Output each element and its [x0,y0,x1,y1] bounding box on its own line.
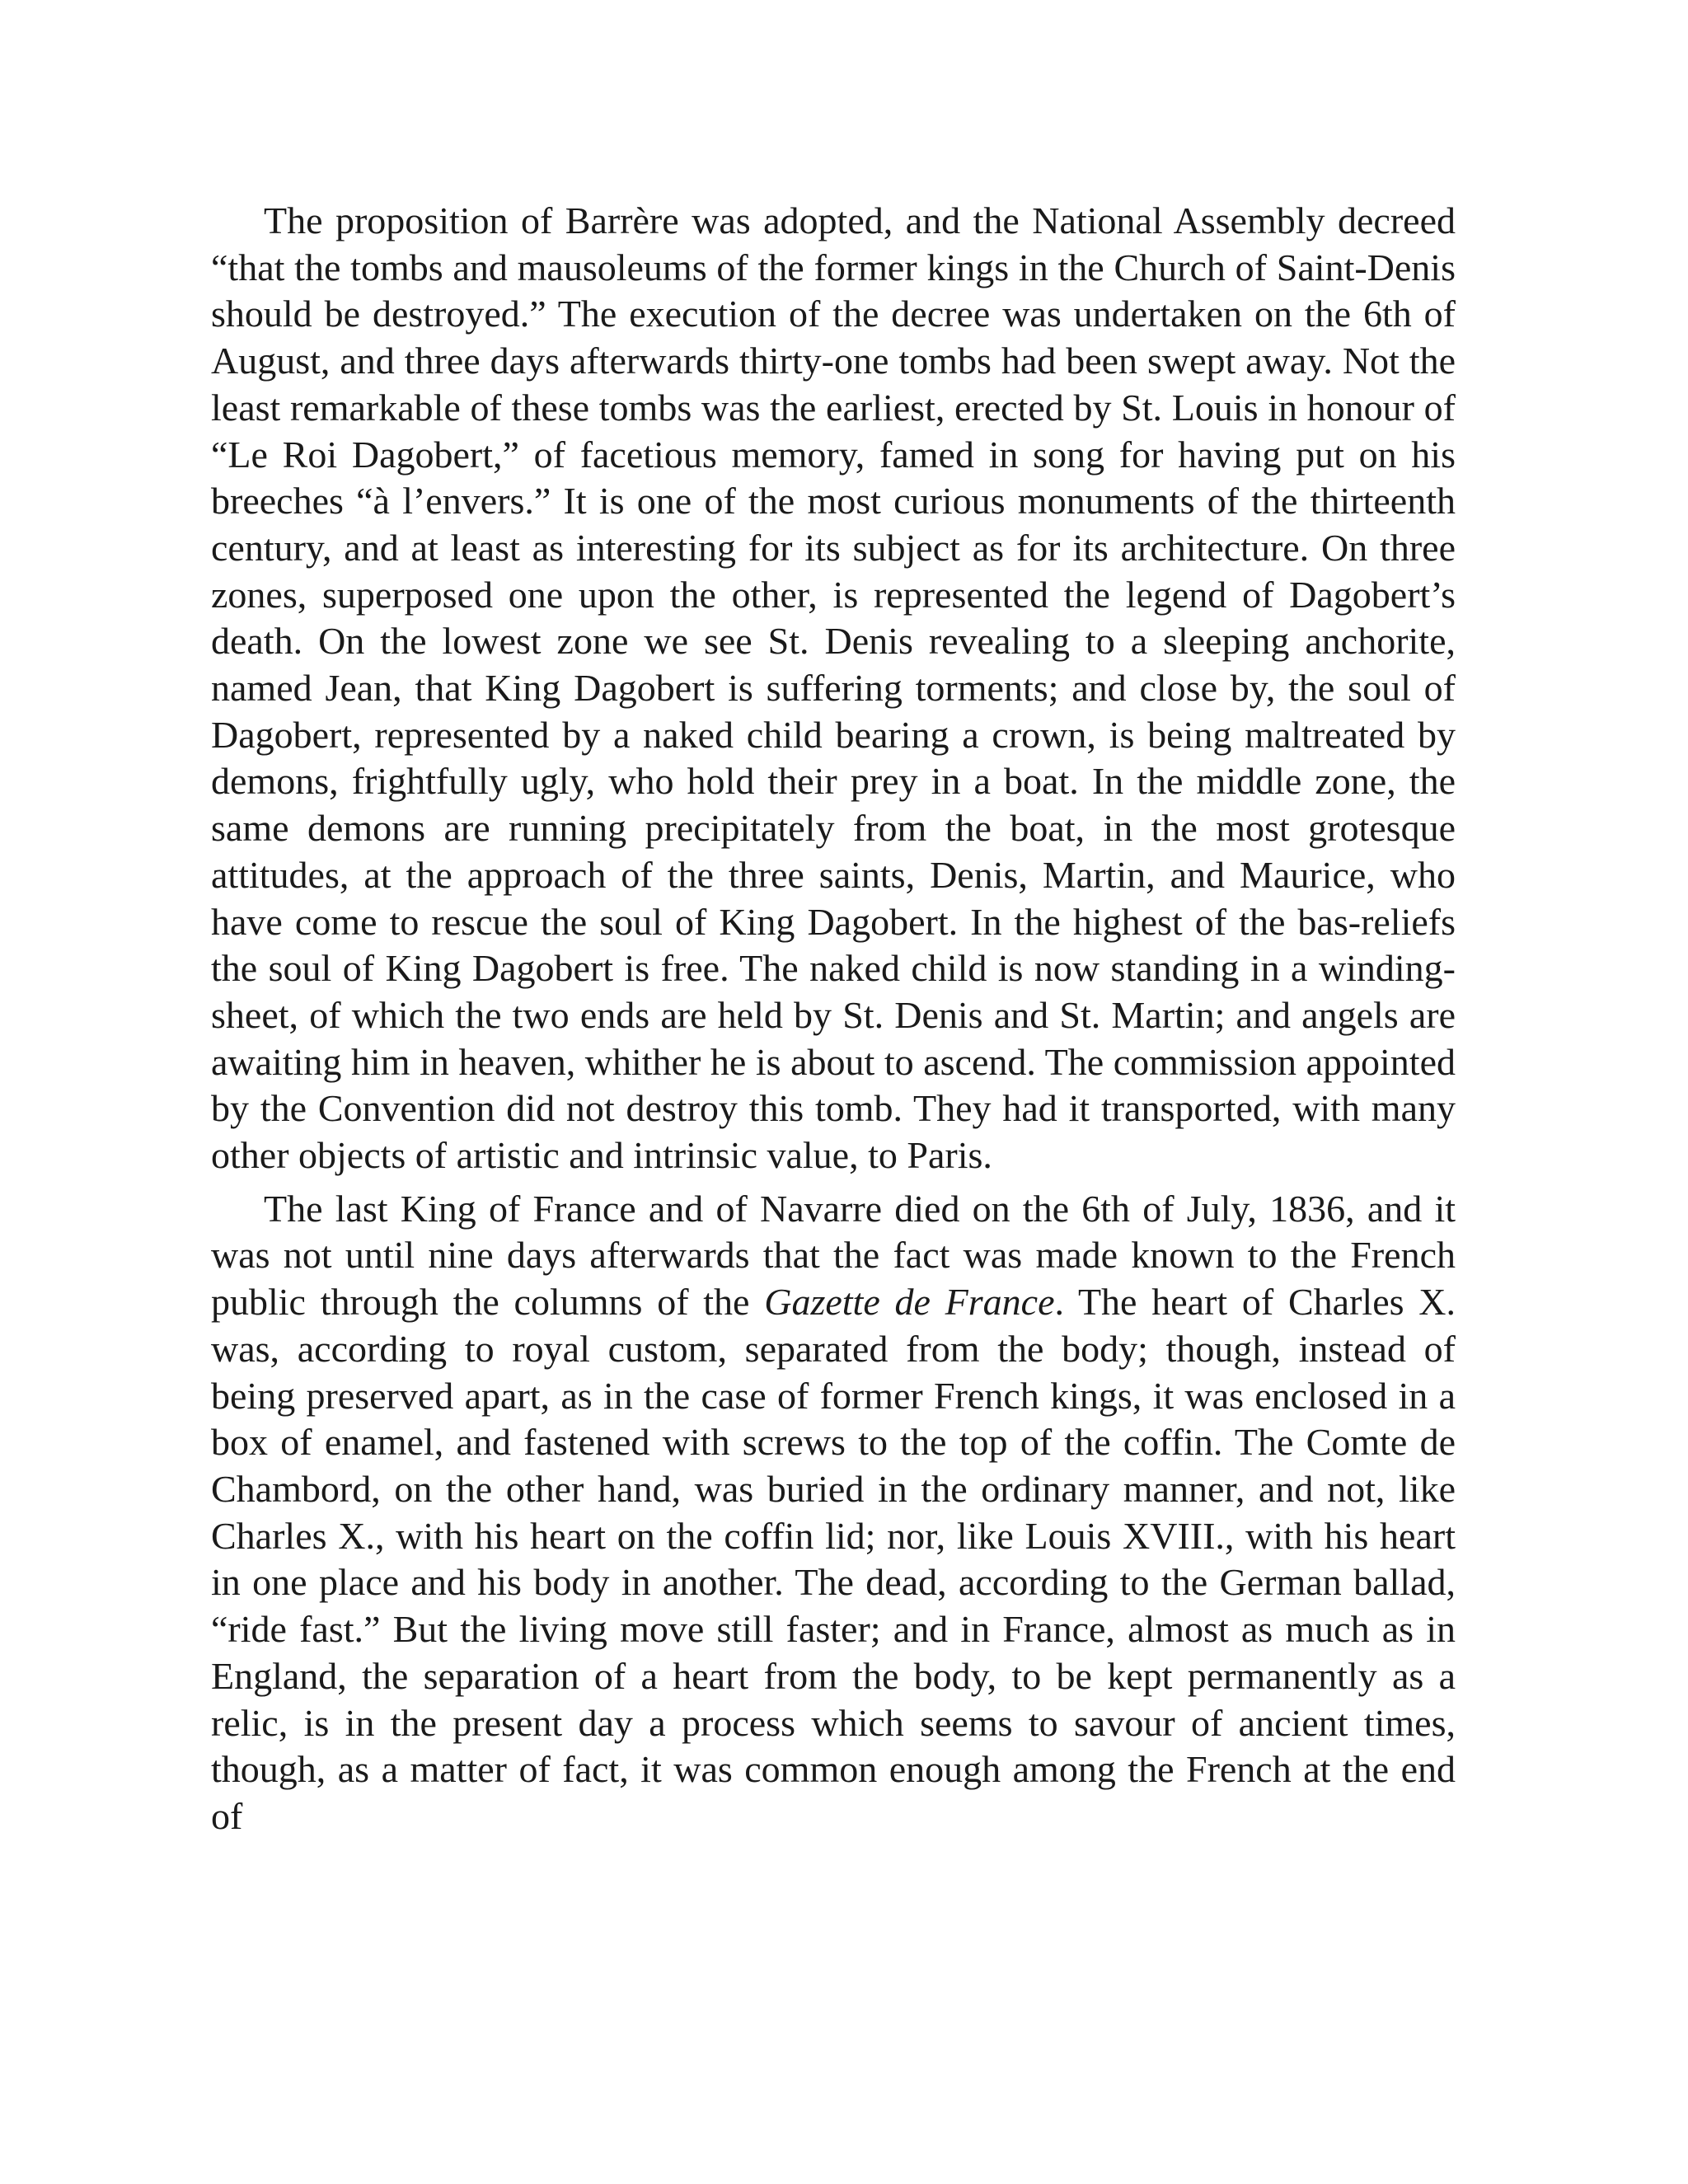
paragraph-2-text-before: The last King of France and of Navarre died on the 6th of July, 1836, and it was not until nine days afterwards that the fact was made known to the French public through the columns of the [211,1187,1456,1324]
paragraph-1 [211,198,1456,1179]
newspaper-title-italic: Gazette de France [764,1281,1055,1324]
paragraph-1-text: The proposition of Barrère was adopted, and the National Assembly decreed “that the tombs and mausoleums of the former kings in the Church of Saint-Denis should be destroyed.” The execution of the decree was undertaken on the 6th of August, and three days afterwards thirty-one tombs had been swept away. Not the least remarkable of these tombs was the earliest, erected by St. Louis in honour of “Le Roi Dagobert,” of facetious memory, famed in song for having put on his breeches “à l’envers.” It is one of the most curious monuments of the thirteenth century, and at least as interesting for its subject as for its architecture. On three zones, superposed one upon the other, is represented the legend of Dagobert’s death. On the lowest zone we see St. Denis revealing to a sleeping anchorite, named Jean, that King Dagobert is suffering torments; and close by, the soul of Dagobert, represented by a naked child bearing a crown, is being maltreated by demons, frightfully ugly, who hold their prey in a boat. In the middle zone, the same demons are running precipitately from the boat, in the most grotesque attitudes, at the approach of the three saints, Denis, Martin, and Maurice, who have come to rescue the soul of King Dagobert. In the highest of the bas-reliefs the soul of King Dagobert is free. The naked child is now standing in a winding-sheet, of which the two ends are held by St. Denis and St. Martin; and angels are awaiting him in heaven, whither he is about to ascend. The commission appointed by the Convention did not destroy this tomb. They had it transported, with many other objects of artistic and intrinsic value, to Paris. [211,199,1456,1177]
document-page [211,198,1456,1840]
paragraph-2-text-after: . The heart of Charles X. was, according to royal custom, separated from the body; though, instead of being preserved apart, as in the case of former French kings, it was enclosed in a box of enamel, and fastened with screws to the top of the coffin. The Comte de Chambord, on the other hand, was buried in the ordinary manner, and not, like Charles X., with his heart on the coffin lid; nor, like Louis XVIII., with his heart in one place and his body in another. The dead, according to the German ballad, “ride fast.” But the living move still faster; and in France, almost as much as in England, the separation of a heart from the body, to be kept permanently as a relic, is in the present day a process which seems to savour of ancient times, though, as a matter of fact, it was common enough among the French at the end of [211,1281,1456,1837]
paragraph-2 [211,1186,1456,1840]
